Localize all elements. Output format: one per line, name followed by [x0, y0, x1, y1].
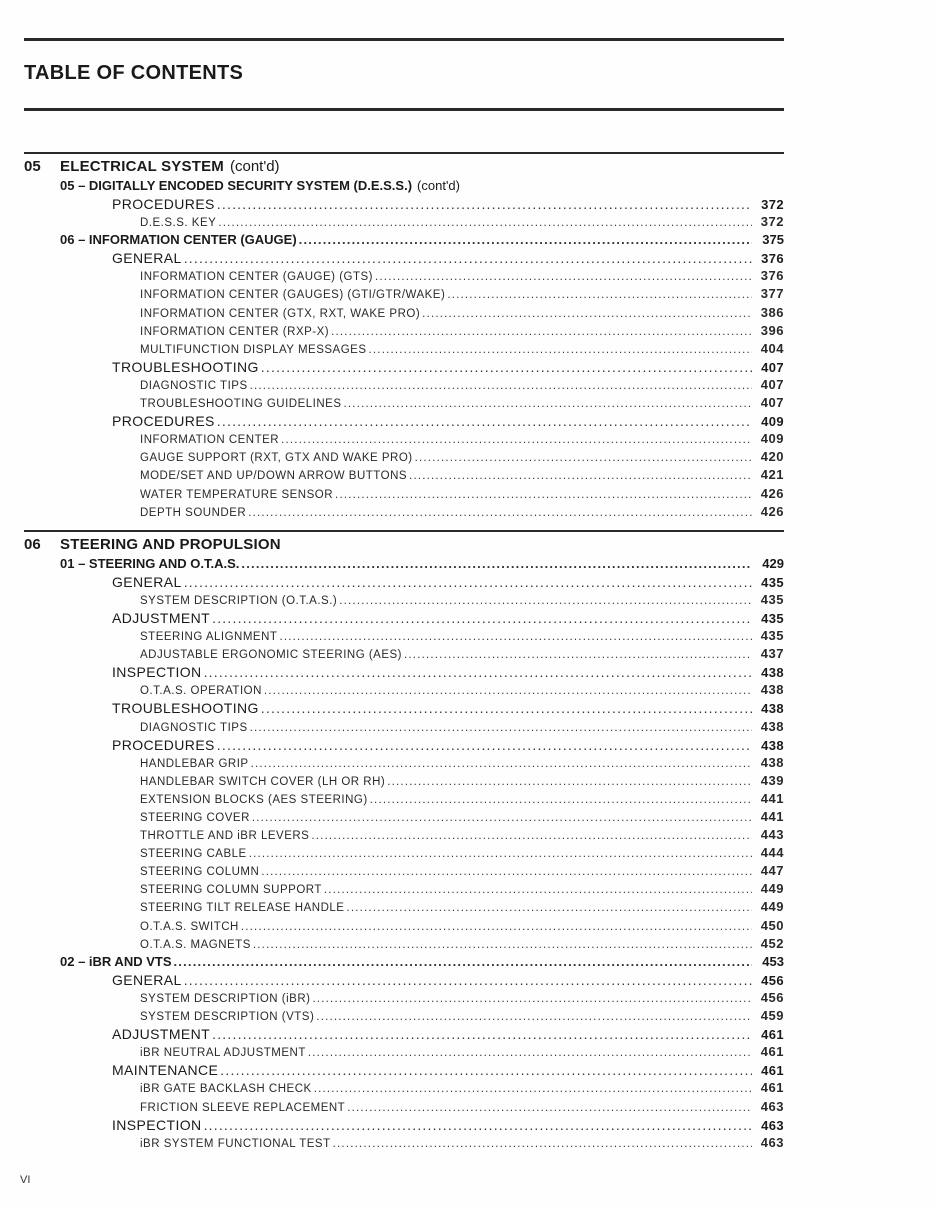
dot-leader: [339, 595, 752, 607]
toc-entry-page: 438: [761, 701, 784, 717]
toc-entry-page: 435: [761, 574, 784, 590]
toc-entry-page: 438: [761, 665, 784, 681]
toc-entry[interactable]: [24, 1135, 784, 1153]
toc-entry[interactable]: [24, 431, 784, 449]
toc-entry-label: INFORMATION CENTER (GAUGES) (GTI/GTR/WAKE): [140, 289, 446, 302]
dot-leader: [264, 685, 752, 697]
toc-entry[interactable]: [24, 449, 784, 467]
toc-entry-page: 461: [761, 1063, 784, 1079]
toc-entry[interactable]: [24, 899, 784, 917]
dot-leader: [415, 452, 752, 464]
dot-leader: [422, 308, 752, 320]
dot-leader: [346, 902, 752, 914]
toc-entry-label: INFORMATION CENTER (RXP-X): [140, 325, 330, 338]
toc-entry-page: 421: [760, 467, 784, 483]
dot-leader: [261, 359, 752, 375]
dot-leader: [261, 700, 752, 716]
toc-entry[interactable]: [24, 809, 784, 827]
toc-entry-page: 449: [760, 881, 784, 897]
dot-leader: [375, 271, 752, 283]
toc-entry[interactable]: [24, 628, 784, 646]
toc-entry-label: ADJUSTMENT: [112, 1026, 211, 1043]
toc-entry-page: 426: [760, 503, 784, 519]
toc-entry[interactable]: [24, 574, 784, 592]
dot-leader: [250, 380, 752, 392]
dot-leader: [347, 1102, 752, 1114]
toc-entry[interactable]: [24, 646, 784, 664]
toc-entry-label: STEERING TILT RELEASE HANDLE: [140, 902, 345, 915]
dot-leader: [252, 812, 752, 824]
toc-entry[interactable]: [24, 737, 784, 755]
toc-entry-label: INFORMATION CENTER (GAUGE) (GTS): [140, 271, 374, 284]
toc-entry[interactable]: [24, 504, 784, 522]
toc-entry-label: TROUBLESHOOTING GUIDELINES: [140, 398, 342, 411]
dot-leader: [261, 866, 752, 878]
section-heading: [24, 536, 784, 556]
toc-entry-page: 372: [760, 214, 784, 230]
section-rule: [24, 152, 784, 154]
toc-entry-label: GENERAL: [112, 971, 182, 988]
toc-entry-page: 376: [760, 268, 784, 284]
toc-entry-page: 444: [760, 845, 784, 861]
toc-entry-page: 426: [760, 485, 784, 501]
dot-leader: [387, 776, 752, 788]
toc-entry-page: 443: [760, 827, 784, 843]
toc-entry-page: 429: [762, 555, 784, 571]
dot-leader: [253, 939, 752, 951]
table-of-contents: [24, 152, 784, 1153]
toc-entry-page: 420: [760, 449, 784, 465]
dot-leader: [299, 232, 752, 247]
dot-leader: [241, 921, 752, 933]
toc-entry-label: ADJUSTMENT: [112, 609, 211, 626]
toc-entry[interactable]: [24, 196, 784, 214]
toc-entry[interactable]: [24, 341, 784, 359]
dot-leader: [404, 649, 752, 661]
toc-entry-label: DIAGNOSTIC TIPS: [140, 721, 248, 734]
toc-entry-label: INSPECTION: [112, 1116, 202, 1133]
dot-leader: [311, 830, 752, 842]
dot-leader: [331, 326, 752, 338]
toc-entry[interactable]: [24, 845, 784, 863]
toc-entry-label: SYSTEM DESCRIPTION (O.T.A.S.): [140, 594, 338, 607]
toc-entry-page: 404: [760, 340, 784, 356]
title-rule: [24, 108, 784, 111]
dot-leader: [409, 470, 752, 482]
toc-entry-label: D.E.S.S. KEY: [140, 217, 217, 230]
toc-entry[interactable]: [24, 972, 784, 990]
dot-leader: [370, 794, 752, 806]
toc-entry[interactable]: [24, 268, 784, 286]
toc-entry-page: 409: [760, 431, 784, 447]
dot-leader: [333, 1138, 752, 1150]
dot-leader: [204, 664, 752, 680]
toc-entry-label: EXTENSION BLOCKS (AES STEERING): [140, 793, 368, 806]
toc-entry[interactable]: [24, 395, 784, 413]
toc-entry[interactable]: [24, 1080, 784, 1098]
toc-entry-label: SYSTEM DESCRIPTION (iBR): [140, 992, 311, 1005]
toc-entry-label: SYSTEM DESCRIPTION (VTS): [140, 1011, 315, 1024]
toc-entry-page: 409: [761, 414, 784, 430]
toc-entry-page: 461: [761, 1027, 784, 1043]
section-title: ELECTRICAL SYSTEM: [60, 158, 224, 175]
section-title: STEERING AND PROPULSION: [60, 535, 281, 553]
toc-entry-page: 456: [761, 972, 784, 988]
toc-entry-page: 461: [760, 1080, 784, 1096]
dot-leader: [184, 972, 752, 988]
section-rule: [24, 530, 784, 532]
toc-entry[interactable]: [24, 881, 784, 899]
dot-leader: [316, 1011, 752, 1023]
toc-entry-page: 386: [760, 304, 784, 320]
toc-entry-label: MAINTENANCE: [112, 1062, 219, 1079]
toc-entry[interactable]: [24, 592, 784, 610]
dot-leader: [447, 289, 752, 301]
toc-entry-page: 438: [760, 718, 784, 734]
toc-entry[interactable]: [24, 486, 784, 504]
toc-entry-label: MODE/SET AND UP/DOWN ARROW BUTTONS: [140, 470, 408, 483]
toc-entry-page: 441: [760, 790, 784, 806]
toc-entry-page: 456: [760, 989, 784, 1005]
toc-entry[interactable]: [24, 918, 784, 936]
toc-entry-page: 396: [760, 322, 784, 338]
toc-entry-label: WATER TEMPERATURE SENSOR: [140, 488, 334, 501]
toc-entry-label: PROCEDURES: [112, 736, 215, 753]
toc-entry[interactable]: [24, 700, 784, 718]
toc-entry-page: 407: [760, 376, 784, 392]
dot-leader: [308, 1047, 752, 1059]
dot-leader: [369, 344, 752, 356]
toc-entry-page: 453: [762, 953, 784, 969]
toc-entry-page: 461: [760, 1044, 784, 1060]
top-rule: [24, 38, 784, 41]
toc-entry[interactable]: [24, 467, 784, 485]
toc-entry-label: GENERAL: [112, 250, 182, 267]
toc-entry-label: DEPTH SOUNDER: [140, 506, 247, 519]
toc-entry-label: O.T.A.S. MAGNETS: [140, 938, 251, 951]
toc-entry-label: GAUGE SUPPORT (RXT, GTX AND WAKE PRO): [140, 452, 413, 465]
section-heading: [24, 158, 784, 178]
dot-leader: [314, 1083, 752, 1095]
toc-entry-label: 06 – INFORMATION CENTER (GAUGE): [60, 232, 297, 248]
toc-entry[interactable]: [24, 664, 784, 682]
dot-leader: [212, 1026, 752, 1042]
toc-entry-page: 435: [760, 628, 784, 644]
toc-entry-page: 450: [760, 917, 784, 933]
toc-entry-page: 438: [760, 754, 784, 770]
toc-entry[interactable]: [24, 773, 784, 791]
toc-entry[interactable]: [24, 305, 784, 323]
section-number: 05: [24, 158, 41, 175]
section-number: 06: [24, 535, 41, 553]
toc-entry-label: THROTTLE AND iBR LEVERS: [140, 830, 310, 843]
toc-entry[interactable]: [24, 719, 784, 737]
page-title: TABLE OF CONTENTS: [24, 62, 244, 84]
dot-leader: [344, 398, 752, 410]
dot-leader: [324, 884, 752, 896]
dot-leader: [212, 610, 752, 626]
toc-entry[interactable]: [24, 827, 784, 845]
chapter-heading[interactable]: [24, 178, 784, 196]
toc-entry[interactable]: [24, 1062, 784, 1080]
toc-entry[interactable]: [24, 556, 784, 574]
toc-entry[interactable]: [24, 990, 784, 1008]
toc-entry-label: PROCEDURES: [112, 196, 215, 212]
toc-entry[interactable]: [24, 214, 784, 232]
toc-entry[interactable]: [24, 286, 784, 304]
dot-leader: [217, 413, 752, 429]
toc-entry-label: STEERING COLUMN: [140, 866, 260, 879]
toc-entry-label: HANDLEBAR GRIP: [140, 757, 249, 770]
toc-entry-label: FRICTION SLEEVE REPLACEMENT: [140, 1101, 346, 1114]
toc-entry-label: iBR GATE BACKLASH CHECK: [140, 1083, 312, 1096]
dot-leader: [241, 556, 752, 571]
toc-entry[interactable]: [24, 954, 784, 972]
toc-entry[interactable]: [24, 413, 784, 431]
section-note: (cont'd): [229, 158, 280, 175]
toc-entry-label: STEERING CABLE: [140, 848, 247, 861]
toc-entry-page: 437: [760, 646, 784, 662]
toc-entry-page: 452: [760, 935, 784, 951]
dot-leader: [204, 1117, 752, 1133]
toc-entry[interactable]: [24, 1044, 784, 1062]
toc-entry-page: 376: [761, 251, 784, 267]
toc-entry-label: iBR SYSTEM FUNCTIONAL TEST: [140, 1137, 331, 1150]
toc-entry-page: 375: [762, 232, 784, 248]
dot-leader: [335, 489, 752, 501]
toc-entry-label: DIAGNOSTIC TIPS: [140, 379, 248, 392]
toc-entry[interactable]: [24, 755, 784, 773]
toc-entry-page: 463: [761, 1117, 784, 1133]
toc-entry-page: 407: [760, 395, 784, 411]
toc-entry[interactable]: [24, 1008, 784, 1026]
toc-entry-page: 377: [760, 286, 784, 302]
toc-entry[interactable]: [24, 791, 784, 809]
toc-entry[interactable]: [24, 863, 784, 881]
toc-entry[interactable]: [24, 359, 784, 377]
toc-entry[interactable]: [24, 682, 784, 700]
toc-entry[interactable]: [24, 610, 784, 628]
toc-entry[interactable]: [24, 1026, 784, 1044]
dot-leader: [174, 954, 753, 969]
toc-entry[interactable]: [24, 1099, 784, 1117]
toc-entry-page: 439: [760, 772, 784, 788]
toc-entry-label: INFORMATION CENTER: [140, 434, 280, 447]
toc-entry-label: TROUBLESHOOTING: [112, 700, 259, 717]
toc-entry-page: 447: [760, 863, 784, 879]
toc-entry-label: STEERING COVER: [140, 812, 250, 824]
toc-entry-label: O.T.A.S. OPERATION: [140, 685, 262, 698]
toc-entry-label: ADJUSTABLE ERGONOMIC STEERING (AES): [140, 649, 403, 662]
toc-entry[interactable]: [24, 1117, 784, 1135]
page-number-footer: VI: [20, 1174, 31, 1186]
toc-entry-page: 441: [760, 809, 784, 824]
toc-entry[interactable]: [24, 936, 784, 954]
chapter-note: (cont'd): [417, 178, 460, 193]
section-spacer: [24, 522, 784, 530]
dot-leader: [184, 574, 752, 590]
toc-entry-label: STEERING COLUMN SUPPORT: [140, 884, 322, 897]
toc-entry-page: 407: [761, 359, 784, 375]
dot-leader: [249, 848, 752, 860]
dot-leader: [251, 758, 752, 770]
dot-leader: [220, 1062, 752, 1078]
toc-entry[interactable]: [24, 323, 784, 341]
toc-entry-label: MULTIFUNCTION DISPLAY MESSAGES: [140, 343, 367, 356]
toc-entry-label: HANDLEBAR SWITCH COVER (LH OR RH): [140, 775, 386, 788]
toc-entry-label: INFORMATION CENTER (GTX, RXT, WAKE PRO): [140, 307, 421, 320]
toc-entry-label: 02 – iBR AND VTS: [60, 953, 172, 969]
toc-entry-label: O.T.A.S. SWITCH: [140, 920, 239, 933]
toc-entry-page: 438: [761, 737, 784, 753]
dot-leader: [218, 217, 752, 229]
toc-entry[interactable]: [24, 250, 784, 268]
toc-entry-page: 459: [760, 1008, 784, 1024]
dot-leader: [312, 993, 752, 1005]
toc-entry-label: STEERING ALIGNMENT: [140, 631, 278, 644]
toc-entry-label: PROCEDURES: [112, 413, 215, 430]
toc-entry[interactable]: [24, 232, 784, 250]
toc-entry-label: GENERAL: [112, 573, 182, 590]
toc-entry[interactable]: [24, 377, 784, 395]
toc-entry-page: 449: [760, 899, 784, 915]
dot-leader: [281, 434, 752, 446]
toc-entry-page: 435: [761, 610, 784, 626]
dot-leader: [250, 722, 752, 734]
dot-leader: [184, 250, 752, 266]
toc-entry-page: 463: [760, 1098, 784, 1114]
toc-entry-label: iBR NEUTRAL ADJUSTMENT: [140, 1047, 306, 1060]
chapter-title: 05 – DIGITALLY ENCODED SECURITY SYSTEM (D.E.S.S.): [60, 178, 413, 193]
toc-entry-page: 435: [760, 591, 784, 607]
dot-leader: [217, 196, 752, 212]
toc-entry-label: TROUBLESHOOTING: [112, 358, 259, 375]
toc-entry-label: 01 – STEERING AND O.T.A.S.: [60, 555, 240, 571]
toc-entry-page: 463: [760, 1134, 784, 1150]
dot-leader: [279, 631, 752, 643]
toc-entry-label: INSPECTION: [112, 664, 202, 681]
toc-entry-page: 372: [761, 197, 784, 212]
toc-entry-page: 438: [760, 682, 784, 698]
dot-leader: [248, 507, 752, 519]
dot-leader: [217, 737, 752, 753]
